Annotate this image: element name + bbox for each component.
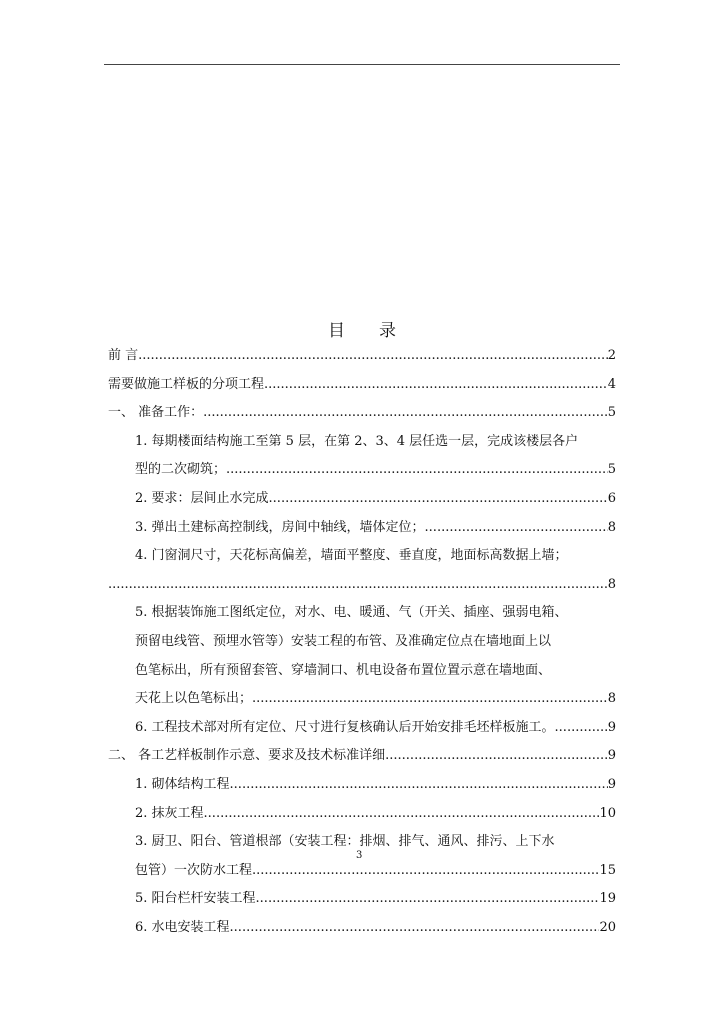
toc-entry-1-5-line4[interactable]: 天花上以色笔标出； ..... 8 (108, 685, 616, 714)
toc-entry-1-6[interactable]: 6. 工程技术部对所有定位、尺寸进行复核确认后开始安排毛坯样板施工。 ..... 9 (108, 714, 616, 743)
toc-entry-preface[interactable]: 前 言 ..... 2 (108, 342, 616, 371)
toc-entry-2-1[interactable]: 1. 砌体结构工程 ..... 9 (108, 771, 616, 800)
toc-entry-section-1[interactable]: 一、 准备工作： ..... 5 (108, 399, 616, 428)
toc-entry-1-5-line1[interactable]: 5. 根据装饰施工图纸定位，对水、电、暖通、气（开关、插座、强弱电箱、 (135, 605, 568, 621)
toc-entry-2-3-line1[interactable]: 3. 厨卫、阳台、管道根部（安装工程：排烟、排气、通风、排污、上下水 (135, 834, 555, 850)
toc-entry-1-4-line1[interactable]: 4. 门窗洞尺寸，天花标高偏差，墙面平整度、垂直度，地面标高数据上墙； (135, 548, 568, 564)
toc-entry-1-5-line3[interactable]: 色笔标出，所有预留套管、穿墙洞口、机电设备布置位置示意在墙地面、 (135, 662, 552, 678)
toc-entry-subitems[interactable]: 需要做施工样板的分项工程 ..... 4 (108, 371, 616, 400)
toc-entry-1-5-line2[interactable]: 预留电线管、预埋水管等）安装工程的布管、及准确定位点在墙地面上以 (135, 633, 552, 649)
toc-entry-1-1-line1[interactable]: 1. 每期楼面结构施工至第 5 层，在第 2、3、4 层任选一层，完成该楼层各户 (135, 433, 579, 449)
toc-entry-1-4-line2[interactable]: ..... 8 (108, 571, 616, 600)
page-number: 3 (356, 850, 363, 861)
toc-entry-2-6[interactable]: 6. 水电安装工程 ..... 20 (108, 914, 616, 943)
header-rule (104, 64, 620, 65)
toc-title-right: 录 (379, 321, 396, 341)
toc-entry-2-2[interactable]: 2. 抹灰工程 ..... 10 (108, 800, 616, 829)
toc-entry-2-3-line2[interactable]: 包管）一次防水工程 ..... 15 (108, 857, 616, 886)
toc-title-left: 目 (328, 321, 345, 341)
toc-title (0, 316, 724, 341)
toc-entry-1-3[interactable]: 3. 弹出土建标高控制线，房间中轴线，墙体定位； ..... 8 (108, 514, 616, 543)
toc-entry-section-2[interactable]: 二、 各工艺样板制作示意、要求及技术标准详细 ..... 9 (108, 742, 616, 771)
toc-entry-2-5[interactable]: 5. 阳台栏杆安装工程 ..... 19 (108, 885, 616, 914)
toc-entry-1-2[interactable]: 2. 要求：层间止水完成 ..... 6 (108, 485, 616, 514)
toc-entry-1-1-line2[interactable]: 型的二次砌筑； ..... 5 (108, 456, 616, 485)
